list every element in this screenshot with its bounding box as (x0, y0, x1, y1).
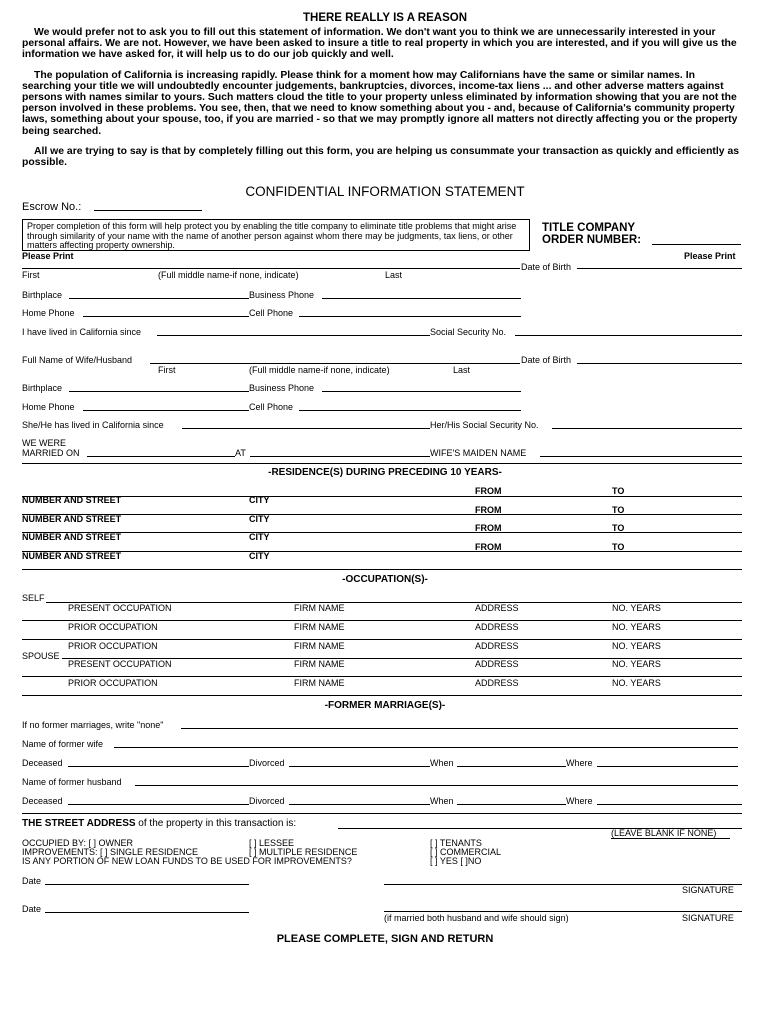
at-label: AT (235, 448, 246, 458)
former-wife-label: Name of former wife (22, 739, 104, 749)
cell-phone-field[interactable] (299, 316, 521, 317)
spouse-birthplace-label: Birthplace (22, 383, 63, 393)
lived-since-field[interactable] (157, 335, 430, 336)
married-at-field[interactable] (250, 456, 430, 457)
spouse-dob-label: Date of Birth (521, 355, 572, 365)
when-label: When (430, 758, 454, 768)
deceased-field[interactable] (68, 766, 249, 767)
number-street-label: NUMBER AND STREET (22, 532, 122, 542)
address-label: ADDRESS (475, 603, 519, 613)
no-years-label: NO. YEARS (612, 603, 661, 613)
residence-row-2[interactable] (22, 514, 742, 515)
no-years-label: NO. YEARS (612, 641, 661, 651)
divorced-label: Divorced (249, 758, 285, 768)
no-years-label: NO. YEARS (612, 659, 661, 669)
former-husband-field[interactable] (135, 785, 738, 786)
occupied-by-owner[interactable]: OCCUPIED BY: [ ] OWNER (22, 838, 134, 848)
where-label: Where (566, 758, 593, 768)
address-label: ADDRESS (475, 641, 519, 651)
spouse-name-label: Full Name of Wife/Husband (22, 355, 133, 365)
number-street-label: NUMBER AND STREET (22, 514, 122, 524)
spouse-prior-field[interactable] (22, 676, 742, 677)
married-on-field[interactable] (87, 456, 235, 457)
from-label: FROM (475, 505, 502, 515)
home-phone-label: Home Phone (22, 308, 75, 318)
spouse-name-field[interactable] (150, 363, 520, 364)
improvements-single[interactable]: IMPROVEMENTS: [ ] SINGLE RESIDENCE (22, 847, 199, 857)
escrow-number-field[interactable] (94, 210, 202, 211)
to-label: TO (612, 523, 625, 533)
leave-blank-note: (LEAVE BLANK IF NONE) (611, 828, 717, 838)
firm-name-label: FIRM NAME (294, 659, 345, 669)
from-label: FROM (475, 542, 502, 552)
to-label: TO (612, 505, 625, 515)
last-name-caption: Last (385, 270, 403, 280)
present-occupation-label: PRESENT OCCUPATION (68, 603, 172, 613)
spouse-ssn-field[interactable] (552, 428, 742, 429)
commercial-option[interactable]: [ ] COMMERCIAL (430, 847, 502, 857)
business-phone-label: Business Phone (249, 290, 315, 300)
section-divider (22, 463, 742, 464)
lived-since-label: I have lived in California since (22, 327, 142, 337)
self-label: SELF (22, 593, 45, 603)
business-phone-field[interactable] (322, 298, 521, 299)
spouse-birthplace-field[interactable] (69, 391, 249, 392)
dob-field[interactable] (577, 268, 742, 269)
prior-occupation-label: PRIOR OCCUPATION (68, 622, 158, 632)
notice-box (22, 219, 530, 251)
where-label: Where (566, 796, 593, 806)
multiple-residence-option[interactable]: [ ] MULTIPLE RESIDENCE (249, 847, 358, 857)
spouse-label: SPOUSE (22, 651, 60, 661)
escrow-label: Escrow No.: (22, 201, 82, 213)
loan-question: IS ANY PORTION OF NEW LOAN FUNDS TO BE USED FOR IMPROVEMENTS? (22, 856, 352, 866)
home-phone-field[interactable] (83, 316, 249, 317)
intro-paragraph: All we are trying to say is that by completely filling out this form, you are helping us consummate your transaction as quickly and efficiently as possible. (22, 145, 739, 169)
first-name-caption: First (22, 270, 40, 280)
section-divider (22, 695, 742, 696)
yes-no-option[interactable]: [ ] YES [ ]NO (430, 856, 482, 866)
residence-row-1[interactable] (22, 496, 742, 497)
middle-name-caption: (Full middle name-if none, indicate) (158, 270, 299, 280)
tenants-option[interactable]: [ ] TENANTS (430, 838, 482, 848)
no-years-label: NO. YEARS (612, 678, 661, 688)
date-label: Date (22, 904, 42, 914)
occupations-heading: -OCCUPATION(S)- (342, 574, 428, 585)
date-field[interactable] (45, 884, 249, 885)
spouse-home-phone-field[interactable] (83, 410, 249, 411)
deceased-label: Deceased (22, 796, 63, 806)
prior-occupation-label: PRIOR OCCUPATION (68, 641, 158, 651)
form-title: CONFIDENTIAL INFORMATION STATEMENT (245, 184, 525, 199)
dob-label: Date of Birth (521, 262, 572, 272)
street-address-label (22, 818, 296, 829)
married-on-label: MARRIED ON (22, 448, 80, 458)
no-former-marriages-label: If no former marriages, write "none" (22, 720, 164, 730)
former-marriages-heading: -FORMER MARRIAGE(S)- (324, 700, 446, 711)
date-field[interactable] (45, 912, 249, 913)
please-print-left: Please Print (22, 251, 74, 261)
leave-blank-underline (611, 838, 730, 839)
maiden-name-label: WIFE'S MAIDEN NAME (430, 448, 527, 458)
intro-paragraph: We would prefer not to ask you to fill out this statement of information. We don't want you to think we are unnecessarily interested in your personal affairs. We are not. However, we have been asked to insure a title to real property in which you are interested, and if you will give us the information we have asked for, it will help us to do our job quickly and well. (22, 27, 737, 61)
city-label: CITY (249, 514, 270, 524)
section-divider (22, 813, 742, 814)
to-label: TO (612, 486, 625, 496)
where-field[interactable] (597, 804, 742, 805)
we-were-label: WE WERE (22, 438, 66, 448)
number-street-label: NUMBER AND STREET (22, 495, 122, 505)
maiden-name-field[interactable] (540, 456, 742, 457)
self-prior-field[interactable] (22, 620, 742, 621)
no-former-marriages-field[interactable] (181, 728, 738, 729)
deceased-field[interactable] (68, 804, 249, 805)
signature-field[interactable] (384, 911, 742, 912)
when-field[interactable] (457, 804, 566, 805)
city-label: CITY (249, 551, 270, 561)
signature-label: SIGNATURE (682, 885, 734, 895)
city-label: CITY (249, 532, 270, 542)
please-print-right: Please Print (684, 251, 736, 261)
spouse-last-caption: Last (453, 365, 471, 375)
section-divider (22, 569, 742, 570)
birthplace-label: Birthplace (22, 290, 63, 300)
spouse-cell-phone-field[interactable] (299, 410, 521, 411)
number-street-label: NUMBER AND STREET (22, 551, 122, 561)
spouse-middle-caption: (Full middle name-if none, indicate) (249, 365, 390, 375)
address-label: ADDRESS (475, 659, 519, 669)
prior-occupation-label: PRIOR OCCUPATION (68, 678, 158, 688)
ssn-field[interactable] (515, 335, 742, 336)
date-label: Date (22, 876, 42, 886)
page-title: THERE REALLY IS A REASON (302, 12, 467, 24)
divorced-label: Divorced (249, 796, 285, 806)
occupation-divider (22, 639, 742, 640)
spouse-dob-field[interactable] (577, 363, 742, 364)
from-label: FROM (475, 486, 502, 496)
former-wife-field[interactable] (114, 747, 738, 748)
where-field[interactable] (597, 766, 738, 767)
street-address-label-rest: of the property in this transaction is: (135, 818, 297, 829)
residence-row-3[interactable] (22, 532, 742, 533)
firm-name-label: FIRM NAME (294, 641, 345, 651)
order-number-field[interactable] (652, 244, 741, 245)
spouse-business-phone-field[interactable] (322, 391, 521, 392)
when-label: When (430, 796, 454, 806)
spouse-lived-since-field[interactable] (182, 428, 430, 429)
street-address-label-bold: THE STREET ADDRESS (22, 818, 136, 829)
title-company-label: TITLE COMPANY (542, 222, 636, 234)
ssn-label: Social Security No. (430, 327, 507, 337)
applicant-name-field[interactable] (22, 268, 520, 269)
residences-heading: -RESIDENCE(S) DURING PRECEDING 10 YEARS- (268, 467, 502, 478)
former-husband-label: Name of former husband (22, 777, 122, 787)
present-occupation-label: PRESENT OCCUPATION (68, 659, 172, 669)
divorced-field[interactable] (289, 766, 430, 767)
both-sign-note: (if married both husband and wife should sign) (384, 913, 569, 923)
spouse-cell-phone-label: Cell Phone (249, 402, 294, 412)
firm-name-label: FIRM NAME (294, 603, 345, 613)
spouse-lived-since-label: She/He has lived in California since (22, 420, 164, 430)
to-label: TO (612, 542, 625, 552)
address-label: ADDRESS (475, 678, 519, 688)
spouse-business-phone-label: Business Phone (249, 383, 315, 393)
signature-label: SIGNATURE (682, 913, 734, 923)
city-label: CITY (249, 495, 270, 505)
no-years-label: NO. YEARS (612, 622, 661, 632)
footer-instruction: PLEASE COMPLETE, SIGN AND RETURN (276, 933, 494, 945)
deceased-label: Deceased (22, 758, 63, 768)
from-label: FROM (475, 523, 502, 533)
order-number-label: ORDER NUMBER: (542, 234, 642, 246)
intro-paragraph: The population of California is increasing rapidly. Please think for a moment how may Californians have the same or similar names. In searching your title we will undoubtedly encounter judgements, bankruptcies, divorces, income-tax liens ... and other adverse matters against persons with names similar to yours. Such matters cloud the title to your property unless eliminated by information showing that you are not the person involved in these problems. You see, then, that we need to know something about you - and, because of California's community property laws, something about your spouse, too, if you are married - so that we may promptly ignore all matters not directly affecting you or the property being searched. (22, 69, 738, 137)
spouse-first-caption: First (158, 365, 176, 375)
notice-text: Proper completion of this form will help protect you by enabling the title company to eliminate title problems that might arise through similarity of your name with the name of another person against whom there may be judgments, tax liens, or other matters affecting property ownership. (27, 221, 517, 251)
address-label: ADDRESS (475, 622, 519, 632)
residence-row-4[interactable] (22, 551, 742, 552)
firm-name-label: FIRM NAME (294, 678, 345, 688)
spouse-home-phone-label: Home Phone (22, 402, 75, 412)
when-field[interactable] (457, 766, 566, 767)
divorced-field[interactable] (289, 804, 430, 805)
cell-phone-label: Cell Phone (249, 308, 294, 318)
firm-name-label: FIRM NAME (294, 622, 345, 632)
birthplace-field[interactable] (69, 298, 249, 299)
spouse-ssn-label: Her/His Social Security No. (430, 420, 539, 430)
lessee-option[interactable]: [ ] LESSEE (249, 838, 295, 848)
intro-text (22, 27, 746, 177)
